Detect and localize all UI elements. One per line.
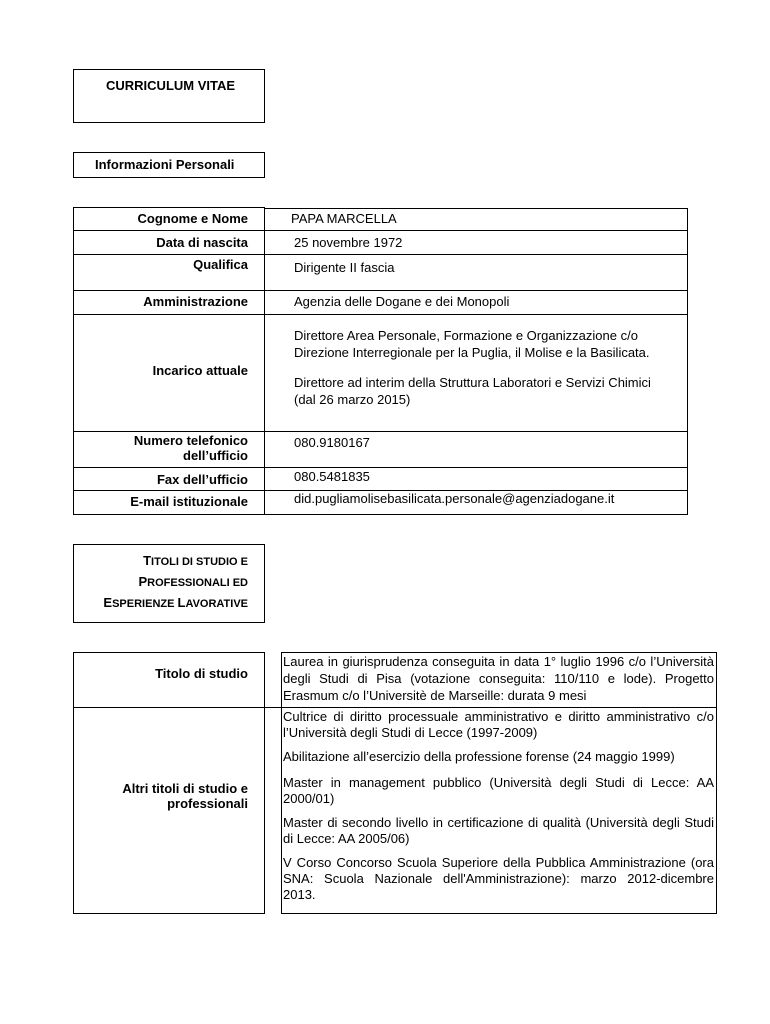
telefono-label-line2: dell’ufficio bbox=[183, 448, 248, 463]
qualifica-label: Qualifica bbox=[193, 257, 248, 272]
row-divider bbox=[73, 290, 688, 291]
amministrazione-value: Agenzia delle Dogane e dei Monopoli bbox=[294, 294, 510, 309]
section2-line2: PROFESSIONALI ED bbox=[138, 574, 248, 589]
altri-item: V Corso Concorso Scuola Superiore della Pubblica Amministrazione (ora SNA: Scuola Nazionale dell'Amministrazione): marzo 2012-dicembre 2013. bbox=[283, 855, 714, 902]
incarico-label: Incarico attuale bbox=[152, 363, 248, 378]
section2-heading bbox=[103, 551, 248, 614]
incarico-line: Direzione Interregionale per la Puglia, il Molise e la Basilicata. bbox=[294, 345, 650, 360]
qualifica-value: Dirigente II fascia bbox=[294, 260, 395, 275]
incarico-line: (dal 26 marzo 2015) bbox=[294, 392, 411, 407]
row-divider bbox=[73, 467, 688, 468]
fax-label: Fax dell’ufficio bbox=[156, 472, 248, 487]
section2-line3: ESPERIENZE LAVORATIVE bbox=[103, 595, 248, 610]
incarico-line: Direttore ad interim della Struttura Laboratori e Servizi Chimici bbox=[294, 375, 651, 390]
telefono-label-line1: Numero telefonico bbox=[133, 433, 248, 448]
name-label: Cognome e Nome bbox=[137, 211, 248, 226]
email-label: E-mail istituzionale bbox=[130, 494, 248, 509]
titolo-value: Laurea in giurisprudenza conseguita in data 1° luglio 1996 c/o l’Università degli Studi di Pisa (votazione conseguita: 110/110 e lode). Progetto Erasmum c/o l’Universitè de Marseille: durata 9 mesi bbox=[283, 654, 714, 703]
personal-header: Informazioni Personali bbox=[95, 157, 235, 172]
email-value: did.pugliamolisebasilicata.personale@agenziadogane.it bbox=[294, 491, 615, 506]
incarico-line: Direttore Area Personale, Formazione e Organizzazione c/o bbox=[294, 328, 638, 343]
row-divider bbox=[73, 431, 688, 432]
titolo-label: Titolo di studio bbox=[155, 666, 248, 681]
altri-item: Cultrice di diritto processuale amministrativo e diritto amministrativo c/o l’Università degli Studi di Lecce (1997-2009) bbox=[283, 709, 714, 740]
section2-line1: TITOLI DI STUDIO E bbox=[143, 553, 248, 568]
row-divider bbox=[73, 254, 688, 255]
row-divider bbox=[73, 707, 717, 708]
row-divider bbox=[73, 230, 688, 231]
birthdate-value: 25 novembre 1972 bbox=[294, 235, 403, 250]
birthdate-label: Data di nascita bbox=[156, 235, 248, 250]
fax-value: 080.5481835 bbox=[294, 469, 370, 484]
altri-item: Master di secondo livello in certificazione di qualità (Università degli Studi di Lecce: AA 2005/06) bbox=[283, 815, 714, 846]
altri-item: Master in management pubblico (Università degli Studi di Lecce: AA 2000/01) bbox=[283, 775, 714, 806]
telefono-value: 080.9180167 bbox=[294, 435, 370, 450]
altri-label-line1: Altri titoli di studio e bbox=[122, 781, 248, 796]
name-value: PAPA MARCELLA bbox=[291, 211, 397, 226]
amministrazione-label: Amministrazione bbox=[143, 294, 248, 309]
altri-item: Abilitazione all’esercizio della professione forense (24 maggio 1999) bbox=[283, 749, 675, 764]
altri-label-line2: professionali bbox=[167, 796, 248, 811]
cv-title: CURRICULUM VITAE bbox=[106, 78, 236, 93]
row-divider bbox=[73, 314, 688, 315]
